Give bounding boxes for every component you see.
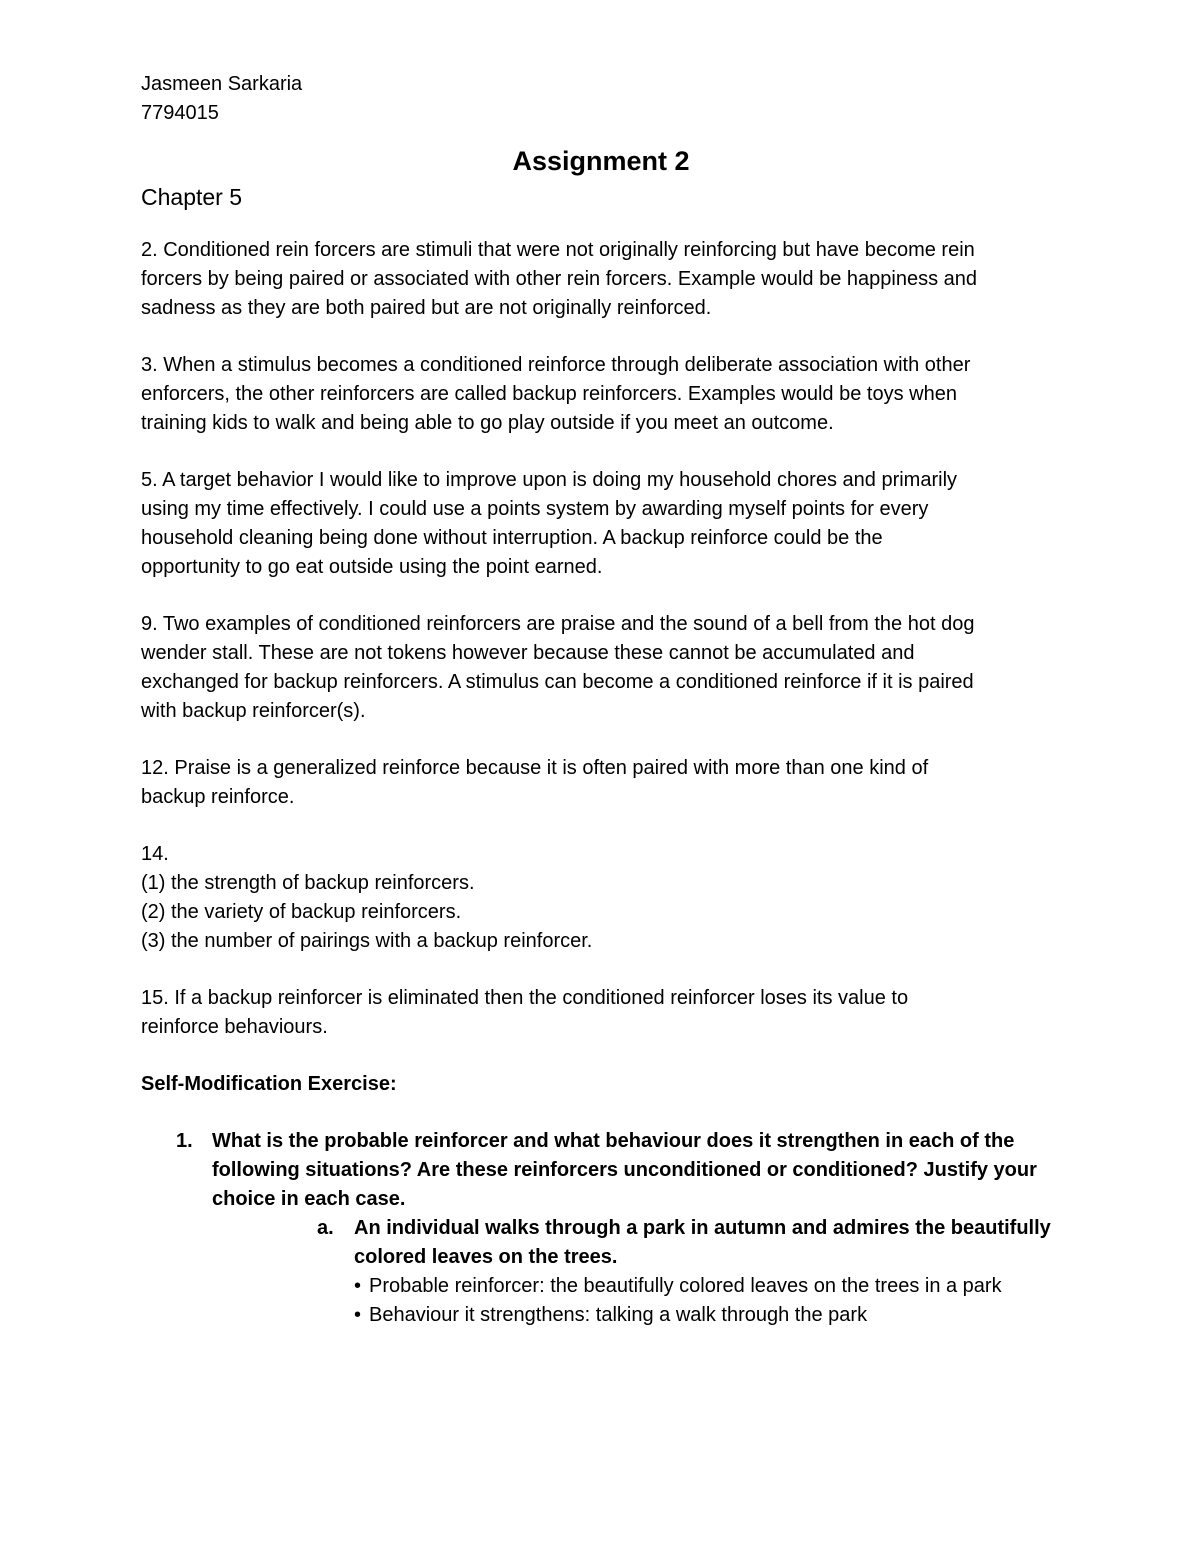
answer-list-item: (2) the variety of backup reinforcers. [141,901,462,923]
answer-line: using my time effectively. I could use a points system by awarding myself points for every [141,498,929,520]
bullet-icon: • [354,1275,362,1297]
bullet-text: Behaviour it strengthens: talking a walk through the park [369,1304,868,1326]
chapter-heading: Chapter 5 [141,184,243,210]
answer-line: enforcers, the other reinforcers are called backup reinforcers. Examples would be toys when [141,383,957,405]
sub-question [141,1214,1061,1330]
answer-5 [141,466,1061,582]
answer-line: wender stall. These are not tokens however because these cannot be accumulated and [141,642,915,664]
answer-9 [141,610,1061,726]
answer-line: household cleaning being done without interruption. A backup reinforce could be the [141,527,883,549]
question-line: choice in each case. [212,1188,406,1210]
question-number: 1. [176,1130,193,1152]
answer-line: 9. Two examples of conditioned reinforcers are praise and the sound of a bell from the hot dog [141,613,975,635]
answer-3 [141,351,1061,438]
sub-question-letter: a. [317,1217,334,1239]
answer-line: 5. A target behavior I would like to improve upon is doing my household chores and primarily [141,469,958,491]
answer-line: backup reinforce. [141,786,295,808]
exercise-question [141,1127,1061,1330]
answer-14 [141,840,1061,956]
bullet-item [354,1301,1061,1330]
answer-line: 15. If a backup reinforcer is eliminated then the conditioned reinforcer loses its value to [141,987,909,1009]
answer-15 [141,984,1061,1042]
assignment-title: Assignment 2 [512,146,690,176]
answer-line: exchanged for backup reinforcers. A stimulus can become a conditioned reinforce if it is paired [141,671,974,693]
answer-line: 2. Conditioned rein forcers are stimuli that were not originally reinforcing but have become rein [141,239,975,261]
answer-line: opportunity to go eat outside using the point earned. [141,556,603,578]
answer-line: 3. When a stimulus becomes a conditioned reinforce through deliberate association with other [141,354,971,376]
answer-number: 14. [141,843,169,865]
student-id: 7794015 [141,102,219,124]
question-line: What is the probable reinforcer and what behaviour does it strengthen in each of the [212,1130,1015,1152]
sub-question-line: colored leaves on the trees. [354,1246,618,1268]
answer-line: training kids to walk and being able to go play outside if you meet an outcome. [141,412,834,434]
author-name: Jasmeen Sarkaria [141,73,303,95]
question-line: following situations? Are these reinforcers unconditioned or conditioned? Justify your [212,1159,1037,1181]
answer-line: sadness as they are both paired but are not originally reinforced. [141,297,712,319]
bullet-text: Probable reinforcer: the beautifully colored leaves on the trees in a park [369,1275,1002,1297]
answer-12 [141,754,1061,812]
answer-line: reinforce behaviours. [141,1016,328,1038]
sub-question-line: An individual walks through a park in autumn and admires the beautifully [354,1217,1051,1239]
answer-line: forcers by being paired or associated with other rein forcers. Example would be happiness and [141,268,978,290]
answer-2 [141,236,1061,323]
document-content [141,70,1061,1330]
answer-line: with backup reinforcer(s). [141,700,366,722]
answer-line: 12. Praise is a generalized reinforce because it is often paired with more than one kind of [141,757,929,779]
answer-bullets [354,1272,1061,1330]
answer-list-item: (1) the strength of backup reinforcers. [141,872,475,894]
answer-list-item: (3) the number of pairings with a backup reinforcer. [141,930,593,952]
bullet-item [354,1272,1061,1301]
section-heading: Self-Modification Exercise: [141,1073,397,1095]
bullet-icon: • [354,1304,362,1326]
